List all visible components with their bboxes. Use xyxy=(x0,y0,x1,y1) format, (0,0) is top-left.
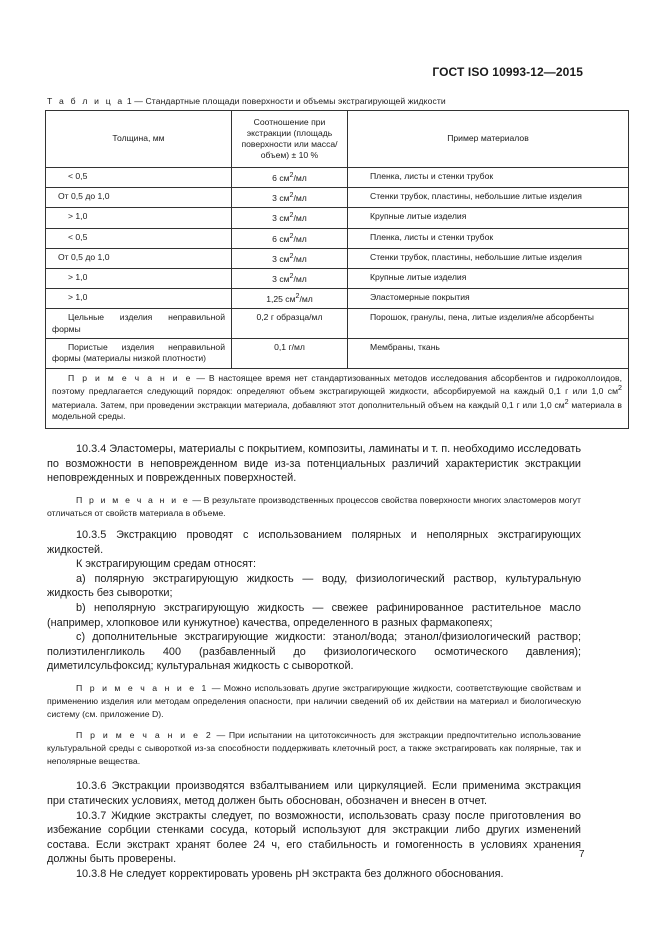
cell-example xyxy=(348,208,629,228)
ratio-exponent: 2 xyxy=(289,171,294,179)
ratio-unit: /мл xyxy=(299,294,313,305)
note-text: — При испытании на цитотоксичность для экстракции предпочтительно использование культуральной среды с сывороткой из-за способности поддерживать клеточный рост, а также экстрагировать как полярные, так и неполярные вещества. xyxy=(47,730,581,767)
example-text: Эластомерные покрытия xyxy=(370,292,470,303)
ratio-unit: /мл xyxy=(293,213,307,224)
cell-example xyxy=(348,289,629,309)
table-caption-label: Т а б л и ц а xyxy=(47,96,125,106)
cell-example xyxy=(348,339,629,369)
ratio-exponent: 2 xyxy=(289,191,294,200)
example-text: Пленка, листы и стенки трубок xyxy=(370,171,494,181)
cell-example xyxy=(348,228,629,248)
ratio-value: 1,25 см xyxy=(266,294,296,305)
ratio-value: 6 см xyxy=(272,172,290,183)
table-note-row xyxy=(46,368,629,428)
thickness-text: Пористые изделия неправильной формы (материалы низкой плотности) xyxy=(52,342,225,364)
note-exponent: 2 xyxy=(618,384,622,393)
list-item-c: с) дополнительные экстрагирующие жидкости: этанол/вода; этанол/физиологический раствор; полиэтиленгликоль 400 (разбавленный до физиологического осмотического давления); диметилсульфоксид; культуральная жидкость с сывороткой. xyxy=(47,631,581,673)
note-text: — В результате производственных процессов свойства поверхности многих эластомеров могут отличаться от свойств материала в объеме. xyxy=(47,494,581,518)
table-note xyxy=(46,368,629,428)
paragraph-10-3-8: 10.3.8 Не следует корректировать уровень pH экстракта без должного обоснования. xyxy=(76,867,504,880)
ratio-exponent: 2 xyxy=(289,272,294,281)
col-header-materials: Пример материалов xyxy=(348,111,629,168)
note-label: П р и м е ч а н и е 2 xyxy=(76,730,213,741)
table-row xyxy=(46,168,629,188)
thickness-text: Цельные изделия неправильной формы xyxy=(52,312,225,334)
cell-thickness: От 0,5 до 1,0 xyxy=(46,248,232,268)
table-row xyxy=(46,188,629,208)
example-text: Порошок, гранулы, пена, литые изделия/не абсорбенты xyxy=(370,312,594,323)
ratio-exponent: 2 xyxy=(295,292,300,301)
note-label: П р и м е ч а н и е xyxy=(76,494,190,505)
example-text: Пленка, листы и стенки трубок xyxy=(370,231,494,242)
note-exponent: 2 xyxy=(564,397,569,406)
table-row xyxy=(46,248,629,268)
example-text: Крупные литые изделия xyxy=(370,272,467,283)
cell-ratio xyxy=(232,168,348,188)
ratio-exponent: 2 xyxy=(289,211,294,220)
ratio-exponent: 2 xyxy=(289,251,294,260)
note-1 xyxy=(47,682,581,721)
note-2 xyxy=(47,729,581,768)
col-header-ratio: Соотношение при экстракции (площадь поверхности или масса/объем) ± 10 % xyxy=(232,111,348,168)
paragraph-10-3-7: 10.3.7 Жидкие экстракты следует, по возможности, использовать сразу после приготовления во избежание сорбции стенками сосуда, который используют для экстракции либо других изменений состава. Если экстракт хранят более 24 ч, его стабильность и гомогенность в условиях хранения должны быть проверены. xyxy=(47,809,581,866)
table-caption xyxy=(47,96,627,106)
paragraph-media-intro: К экстрагирующим средам относят: xyxy=(76,558,256,571)
example-text: Стенки трубок, пластины, небольшие литые изделия xyxy=(370,191,582,202)
cell-thickness: < 0,5 xyxy=(46,168,232,188)
paragraph-10-3-6: 10.3.6 Экстракции производятся взбалтыванием или циркуляцией. Если применима экстракция при статических условиях, метод должен быть обоснован, обозначен и внесен в отчет. xyxy=(47,780,581,807)
paragraph-10-3-4: 10.3.4 Эластомеры, материалы с покрытием, композиты, ламинаты и т. п. необходимо исследовать по возможности в неповрежденном виде из-за потенциальных различий характеристик экстракции неповрежденных и поврежденных поверхностей. xyxy=(47,443,582,485)
cell-thickness: От 0,5 до 1,0 xyxy=(46,188,232,208)
table-row xyxy=(46,269,629,289)
cell-thickness: > 1,0 xyxy=(46,269,232,289)
document-code: ГОСТ ISO 10993-12—2015 xyxy=(432,65,583,79)
ratio-value: 3 см xyxy=(272,253,290,264)
ratio-unit: /мл xyxy=(293,172,307,183)
cell-ratio xyxy=(232,228,348,248)
table-row xyxy=(46,289,629,309)
example-text: Стенки трубок, пластины, небольшие литые изделия xyxy=(370,251,582,262)
cell-thickness: > 1,0 xyxy=(46,208,232,228)
cell-ratio xyxy=(232,248,348,268)
table-header-row xyxy=(46,111,629,168)
cell-thickness xyxy=(46,339,232,369)
cell-example xyxy=(348,269,629,289)
cell-thickness: < 0,5 xyxy=(46,228,232,248)
cell-ratio xyxy=(232,208,348,228)
cell-example xyxy=(348,248,629,268)
note-text: — Можно использовать другие экстрагирующие жидкости, соответствующие свойствам и применению изделия или методам определения опасности, при наличии сведений об их действии на материал и биологическую систему (см. приложение D). xyxy=(47,683,582,720)
note-text: материала в модельной среды. xyxy=(52,399,622,422)
standards-table xyxy=(45,110,629,429)
cell-thickness xyxy=(46,309,232,339)
col-header-thickness: Толщина, мм xyxy=(46,111,232,168)
example-text: Крупные литые изделия xyxy=(370,211,467,222)
list-item-a: а) полярную экстрагирующую жидкость — воду, физиологический раствор, культуральную жидкость без сыворотки; xyxy=(47,572,581,600)
table-row xyxy=(46,309,629,339)
cell-ratio xyxy=(232,339,348,369)
note-text: материала. Затем, при проведении экстракции материала, добавляют этот дополнительный объем на каждый 0,1 г или 1,0 см xyxy=(52,399,565,410)
ratio-exponent: 2 xyxy=(289,231,294,240)
note-10-3-4 xyxy=(47,494,581,520)
table-row xyxy=(46,339,629,369)
cell-ratio xyxy=(232,289,348,309)
cell-ratio xyxy=(232,188,348,208)
ratio-unit: /мл xyxy=(293,273,307,284)
ratio-value: 3 см xyxy=(272,193,290,204)
table-row xyxy=(46,228,629,248)
ratio-value: 3 см xyxy=(272,273,290,284)
ratio-value: 6 см xyxy=(272,233,290,244)
ratio-value: 3 см xyxy=(272,213,290,224)
ratio-unit: /мл xyxy=(293,253,307,264)
cell-thickness: > 1,0 xyxy=(46,289,232,309)
note-label: П р и м е ч а н и е xyxy=(68,372,193,383)
list-item-b: b) неполярную экстрагирующую жидкость — свежее рафинированное растительное масло (например, хлопковое или кунжутное) качества, определенного в разных фармакопеях; xyxy=(47,601,581,629)
paragraph-10-3-5: 10.3.5 Экстракцию проводят с использованием полярных и неполярных экстрагирующих жидкостей. xyxy=(47,528,581,556)
cell-ratio xyxy=(232,309,348,339)
cell-ratio xyxy=(232,269,348,289)
note-text: — В настоящее время нет стандартизованных методов исследования абсорбентов и гидроколлоидов, поэтому предлагается следующий порядок: определяют объем экстрагирующей жидкости, абсорбируемой на каждый 0,1 г или 1,0 см xyxy=(52,372,622,397)
table-caption-title: 1 — Стандартные площади поверхности и объемы экстрагирующей жидкости xyxy=(124,96,446,106)
body-text xyxy=(47,442,581,882)
cell-example xyxy=(348,168,629,188)
ratio-unit: /мл xyxy=(293,193,307,204)
note-label: П р и м е ч а н и е 1 xyxy=(76,683,209,694)
ratio-value: 0,2 г образца/мл xyxy=(256,312,323,323)
cell-example xyxy=(348,188,629,208)
table-row xyxy=(46,208,629,228)
cell-example xyxy=(348,309,629,339)
ratio-unit: /мл xyxy=(293,233,307,244)
example-text: Мембраны, ткань xyxy=(370,342,440,353)
ratio-value: 0,1 г/мл xyxy=(274,342,305,353)
page-number: 7 xyxy=(579,849,585,860)
